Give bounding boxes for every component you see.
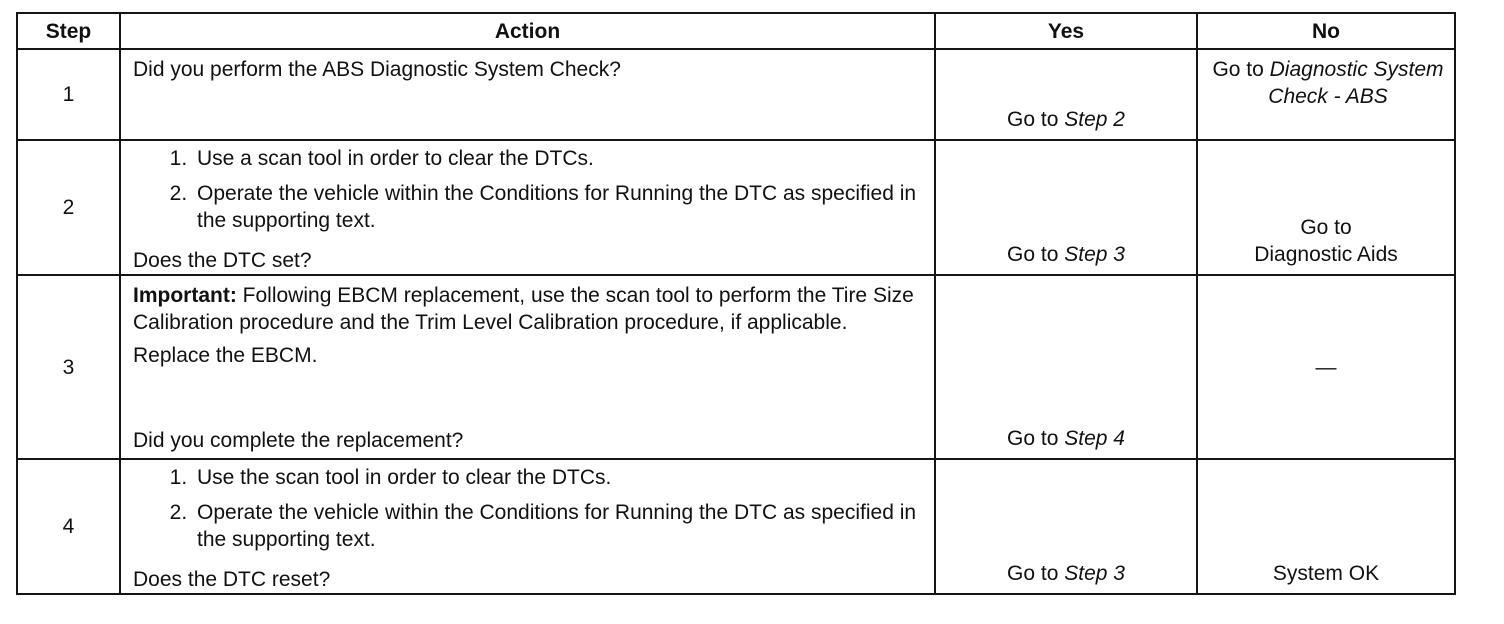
- table-row: [17, 49, 1455, 140]
- no-diagnostic-aids-link[interactable]: Diagnostic Aids: [1254, 243, 1398, 266]
- yes-step-link[interactable]: Step 2: [1064, 108, 1125, 131]
- header-action: Action: [120, 13, 935, 49]
- header-row: [17, 13, 1455, 49]
- yes-cell: [935, 275, 1197, 459]
- important-label: Important:: [133, 284, 237, 307]
- table-row: [17, 459, 1455, 594]
- no-prefix: Go to: [1212, 58, 1270, 81]
- action-step-item: 1. Use a scan tool in order to clear the DTCs.: [193, 145, 924, 172]
- action-question: Does the DTC set?: [133, 249, 312, 272]
- step-number: 1: [17, 49, 120, 140]
- no-cell: [1197, 459, 1455, 594]
- action-step-item: 2. Operate the vehicle within the Conditions for Running the DTC as specified in the supporting text.: [193, 499, 924, 553]
- action-question: Did you perform the ABS Diagnostic System Check?: [133, 58, 621, 81]
- yes-cell: [935, 140, 1197, 275]
- yes-step-link[interactable]: Step 4: [1064, 427, 1125, 450]
- yes-prefix: Go to: [1007, 243, 1065, 266]
- step-number: 4: [17, 459, 120, 594]
- no-reference-link[interactable]: Diagnostic System Check - ABS: [1268, 58, 1444, 108]
- yes-prefix: Go to: [1007, 108, 1065, 131]
- action-step-item: 2. Operate the vehicle within the Conditions for Running the DTC as specified in the supporting text.: [193, 180, 924, 234]
- action-question: Does the DTC reset?: [133, 568, 331, 591]
- table-row: [17, 140, 1455, 275]
- step-number: 3: [17, 275, 120, 459]
- important-note: [121, 276, 934, 336]
- yes-prefix: Go to: [1007, 427, 1065, 450]
- action-step-item: 1. Use the scan tool in order to clear the DTCs.: [193, 464, 924, 491]
- action-cell: [120, 459, 935, 594]
- no-cell: [1197, 49, 1455, 140]
- header-step: Step: [17, 13, 120, 49]
- yes-cell: [935, 459, 1197, 594]
- yes-prefix: Go to: [1007, 562, 1065, 585]
- action-steps-list: [121, 464, 934, 553]
- action-instruction: Replace the EBCM.: [133, 344, 318, 367]
- action-cell: [120, 49, 935, 140]
- header-no: No: [1197, 13, 1455, 49]
- action-steps-list: [121, 145, 934, 234]
- action-question: Did you complete the replacement?: [133, 429, 464, 452]
- action-cell: [120, 140, 935, 275]
- header-yes: Yes: [935, 13, 1197, 49]
- no-result: System OK: [1272, 562, 1380, 585]
- yes-step-link[interactable]: Step 3: [1064, 562, 1125, 585]
- no-line-1: Go to: [1300, 216, 1352, 239]
- no-cell: [1197, 275, 1455, 459]
- yes-step-link[interactable]: Step 3: [1064, 243, 1125, 266]
- step-number: 2: [17, 140, 120, 275]
- diagnostic-table: [16, 12, 1456, 595]
- important-text: Following EBCM replacement, use the scan tool to perform the Tire Size Calibration procedure and the Trim Level Calibration procedure, if applicable.: [133, 284, 914, 334]
- yes-cell: [935, 49, 1197, 140]
- no-cell: [1197, 140, 1455, 275]
- no-dash: —: [1315, 355, 1337, 379]
- table-row: [17, 275, 1455, 459]
- action-cell: [120, 275, 935, 459]
